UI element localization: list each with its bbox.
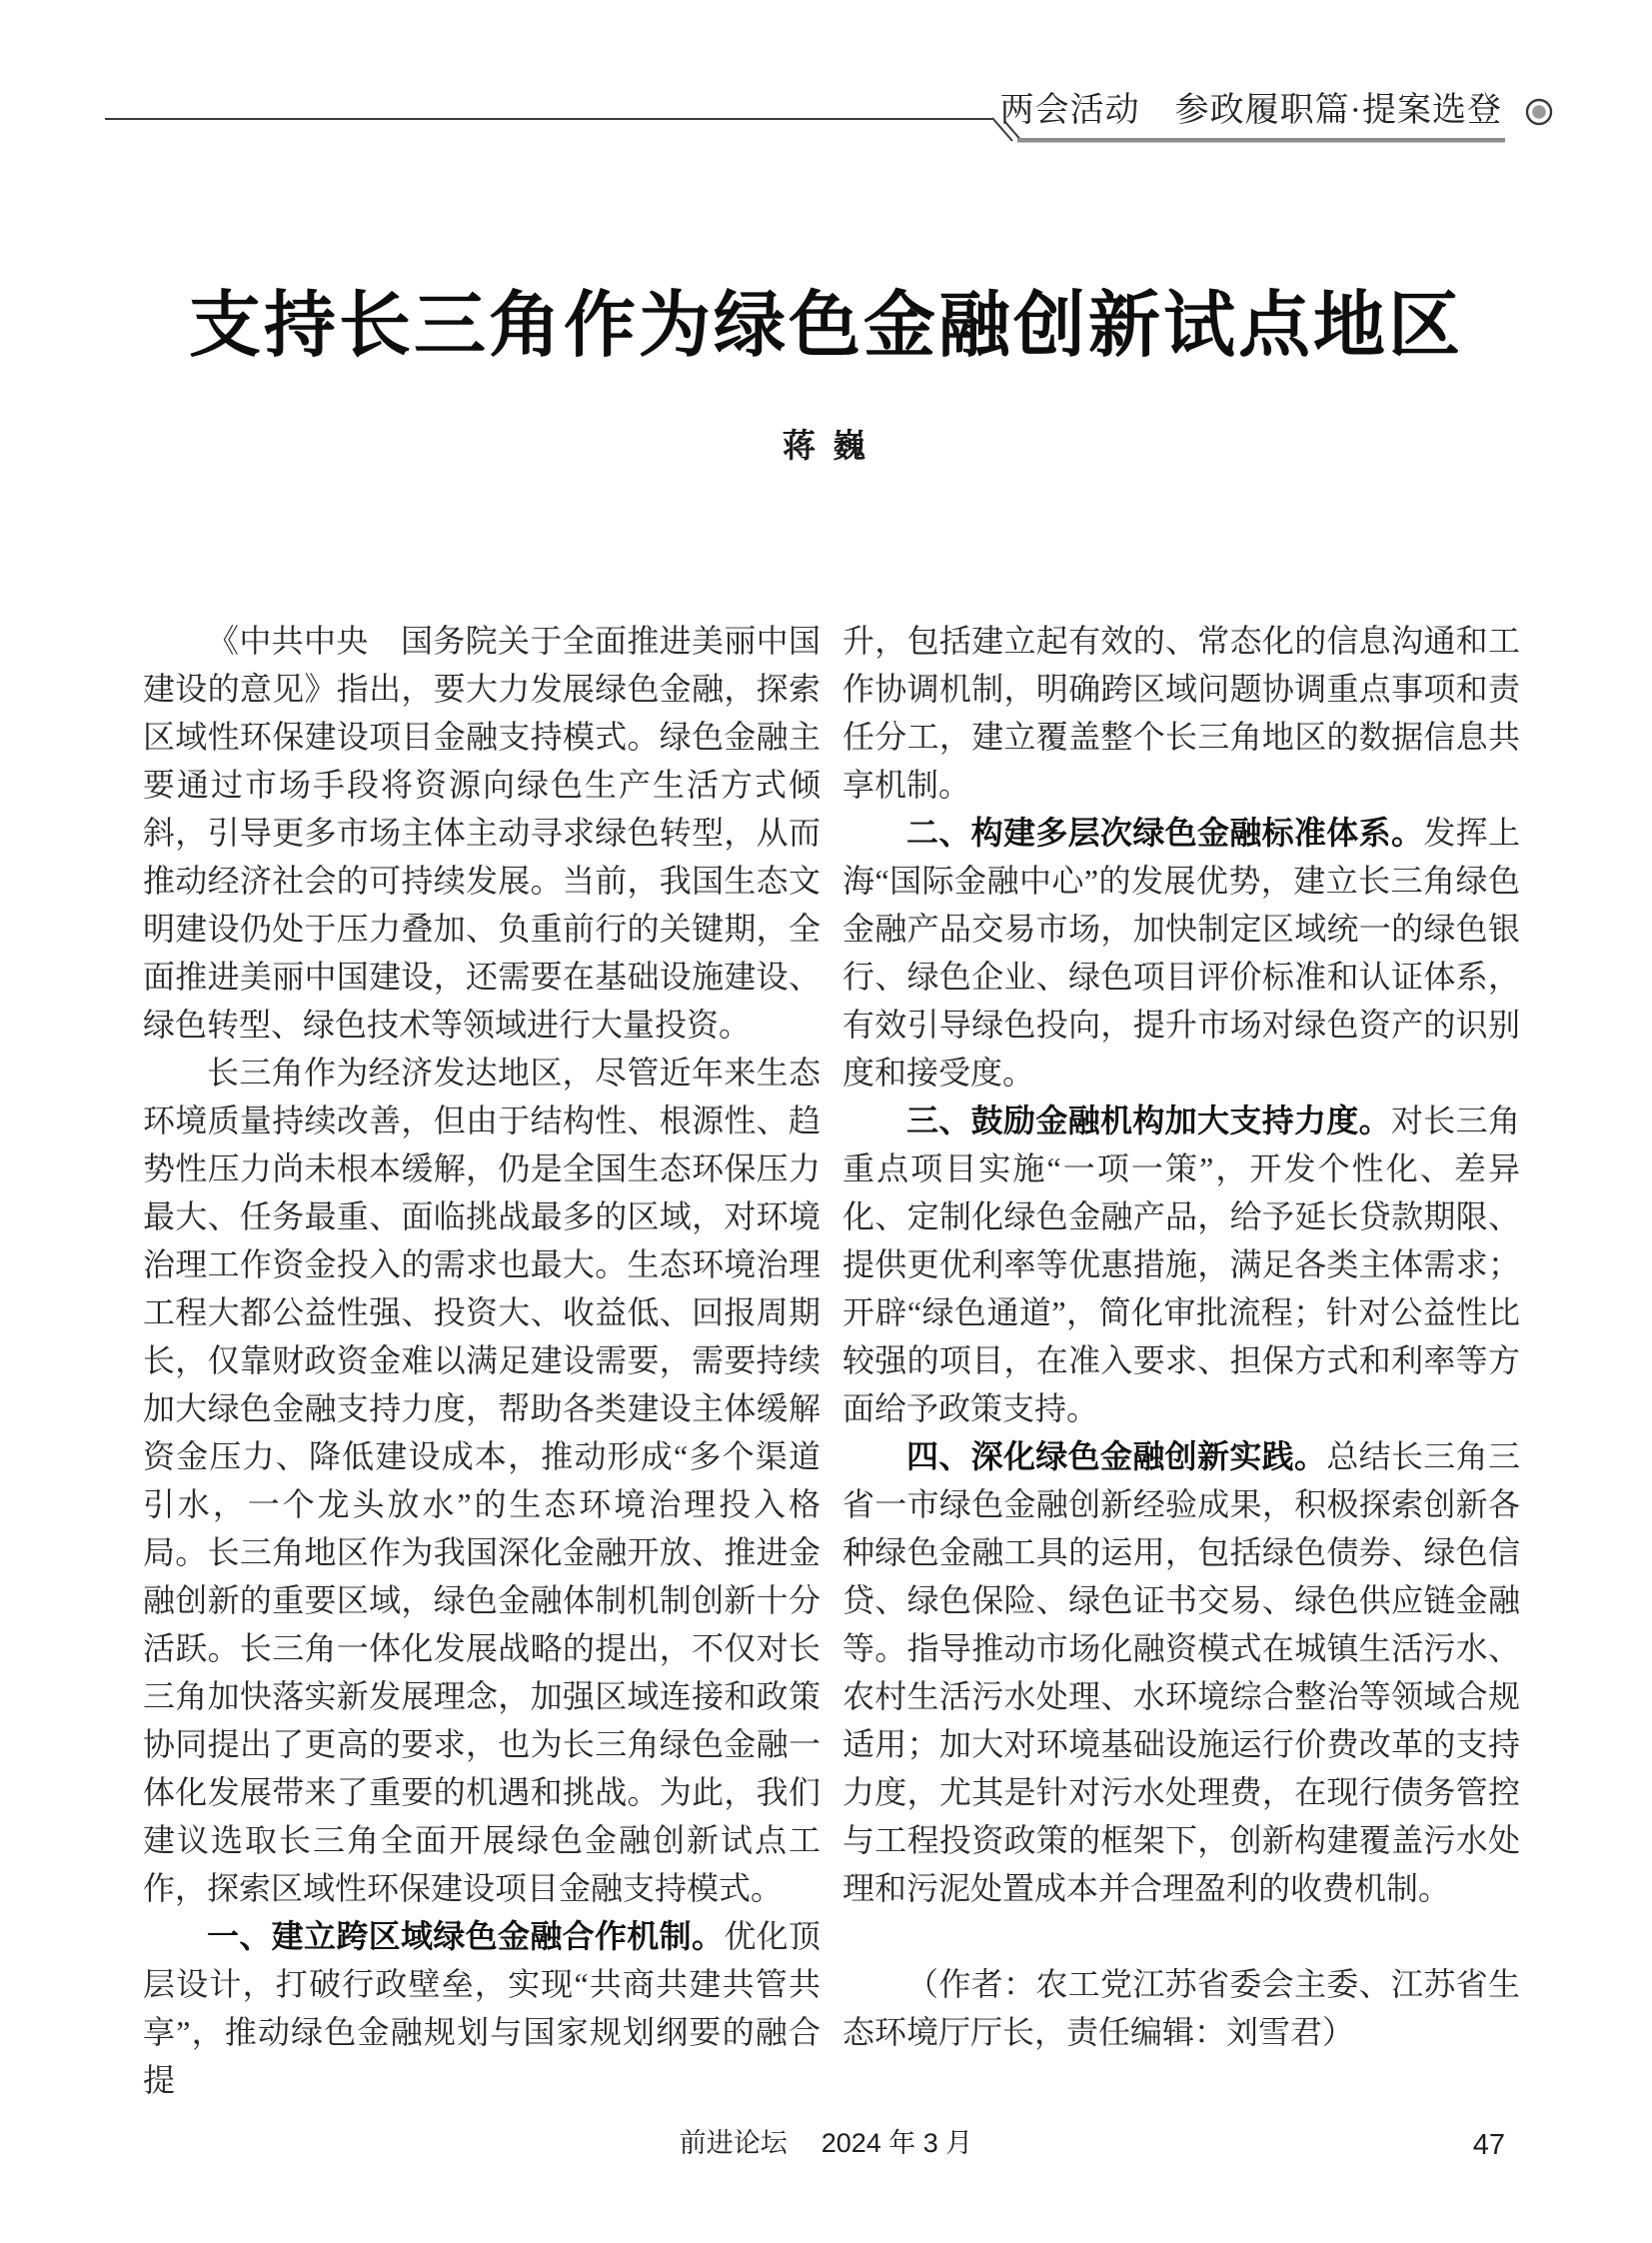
target-circle-icon xyxy=(1523,96,1555,128)
paragraph-text: 优化顶层设计，打破行政壁垒，实现“共商共建共管共享”，推动绿色金融规划与国家规划纲要的融合提 xyxy=(143,1918,821,2098)
paragraph-text: 对长三角重点项目实施“一项一策”，开发个性化、差异化、定制化绿色金融产品，给予延长贷款期限、提供更优利率等优惠措施，满足各类主体需求；开辟“绿色通道”，简化审批流程；针对公益性比较强的项目，在准入要求、担保方式和利率等方面给予政策支持。 xyxy=(842,1103,1520,1426)
paragraph-text: 发挥上海“国际金融中心”的发展优势，建立长三角绿色金融产品交易市场，加快制定区域统一的绿色银行、绿色企业、绿色项目评价标准和认证体系，有效引导绿色投向，提升市场对绿色资产的识别度和接受度。 xyxy=(842,815,1520,1091)
paragraph-text: （作者：农工党江苏省委会主委、江苏省生态环境厅厅长，责任编辑：刘雪君） xyxy=(842,1966,1520,2050)
body-paragraph xyxy=(842,1097,1520,1432)
page-footer xyxy=(0,2125,1652,2161)
paragraph-text: 总结长三角三省一市绿色金融创新经验成果，积极探索创新各种绿色金融工具的运用，包括绿色债券、绿色信贷、绿色保险、绿色证书交易、绿色供应链金融等。指导推动市场化融资模式在城镇生活污水、农村生活污水处理、水环境综合整治等领域合规适用；加大对环境基础设施运行价费改革的支持力度，尤其是针对污水处理费，在现行债务管控与工程投资政策的框架下，创新构建覆盖污水处理和污泥处置成本并合理盈利的收费机制。 xyxy=(842,1438,1520,1906)
section-header-label: 两会活动 参政履职篇·提案选登 xyxy=(999,92,1502,129)
right-column xyxy=(842,617,1520,2104)
section-heading-run: 二、构建多层次绿色金融标准体系。 xyxy=(906,815,1424,851)
article-author: 蒋 巍 xyxy=(782,427,870,464)
body-paragraph xyxy=(143,1049,821,1912)
paragraph-text: 长三角作为经济发达地区，尽管近年来生态环境质量持续改善，但由于结构性、根源性、趋势性压力尚未根本缓解，仍是全国生态环保压力最大、任务最重、面临挑战最多的区域，对环境治理工作资金投入的需求也最大。生态环境治理工程大都公益性强、投资大、收益低、回报周期长，仅靠财政资金难以满足建设需要，需要持续加大绿色金融支持力度，帮助各类建设主体缓解资金压力、降低建设成本，推动形成“多个渠道引水，一个龙头放水”的生态环境治理投入格局。长三角地区作为我国深化金融开放、推进金融创新的重要区域，绿色金融体制机制创新十分活跃。长三角一体化发展战略的提出，不仅对长三角加快落实新发展理念，加强区域连接和政策协同提出了更高的要求，也为长三角绿色金融一体化发展带来了重要的机遇和挑战。为此，我们建议选取长三角全面开展绿色金融创新试点工作，探索区域性环保建设项目金融支持模式。 xyxy=(143,1055,821,1906)
paragraph-text: 《中共中央 国务院关于全面推进美丽中国建设的意见》指出，要大力发展绿色金融，探索区域性环保建设项目金融支持模式。绿色金融主要通过市场手段将资源向绿色生产生活方式倾斜，引导更多市场主体主动寻求绿色转型，从而推动经济社会的可持续发展。当前，我国生态文明建设仍处于压力叠加、负重前行的关键期，全面推进美丽中国建设，还需要在基础设施建设、绿色转型、绿色技术等领域进行大量投资。 xyxy=(143,623,821,1043)
body-paragraph xyxy=(143,617,821,1049)
author-note xyxy=(842,1960,1520,2056)
page-number: 47 xyxy=(1472,2129,1505,2161)
body-paragraph xyxy=(842,617,1520,809)
journal-name: 前进论坛 xyxy=(679,2128,788,2158)
body-paragraph xyxy=(842,809,1520,1097)
paragraph-text: 升，包括建立起有效的、常态化的信息沟通和工作协调机制，明确跨区域问题协调重点事项和责任分工，建立覆盖整个长三角地区的数据信息共享机制。 xyxy=(842,623,1520,803)
article-title: 支持长三角作为绿色金融创新试点地区 xyxy=(188,286,1463,366)
section-heading-run: 三、鼓励金融机构加大支持力度。 xyxy=(906,1103,1391,1138)
article-body xyxy=(143,617,1520,2104)
issue-date: 2024 年 3 月 xyxy=(821,2128,973,2158)
body-paragraph xyxy=(143,1912,821,2104)
section-heading-run: 一、建立跨区域绿色金融合作机制。 xyxy=(207,1918,725,1954)
section-heading-run: 四、深化绿色金融创新实践。 xyxy=(906,1438,1327,1474)
left-column xyxy=(143,617,821,2104)
body-paragraph xyxy=(842,1432,1520,1912)
header-divider-rule xyxy=(0,0,1652,170)
